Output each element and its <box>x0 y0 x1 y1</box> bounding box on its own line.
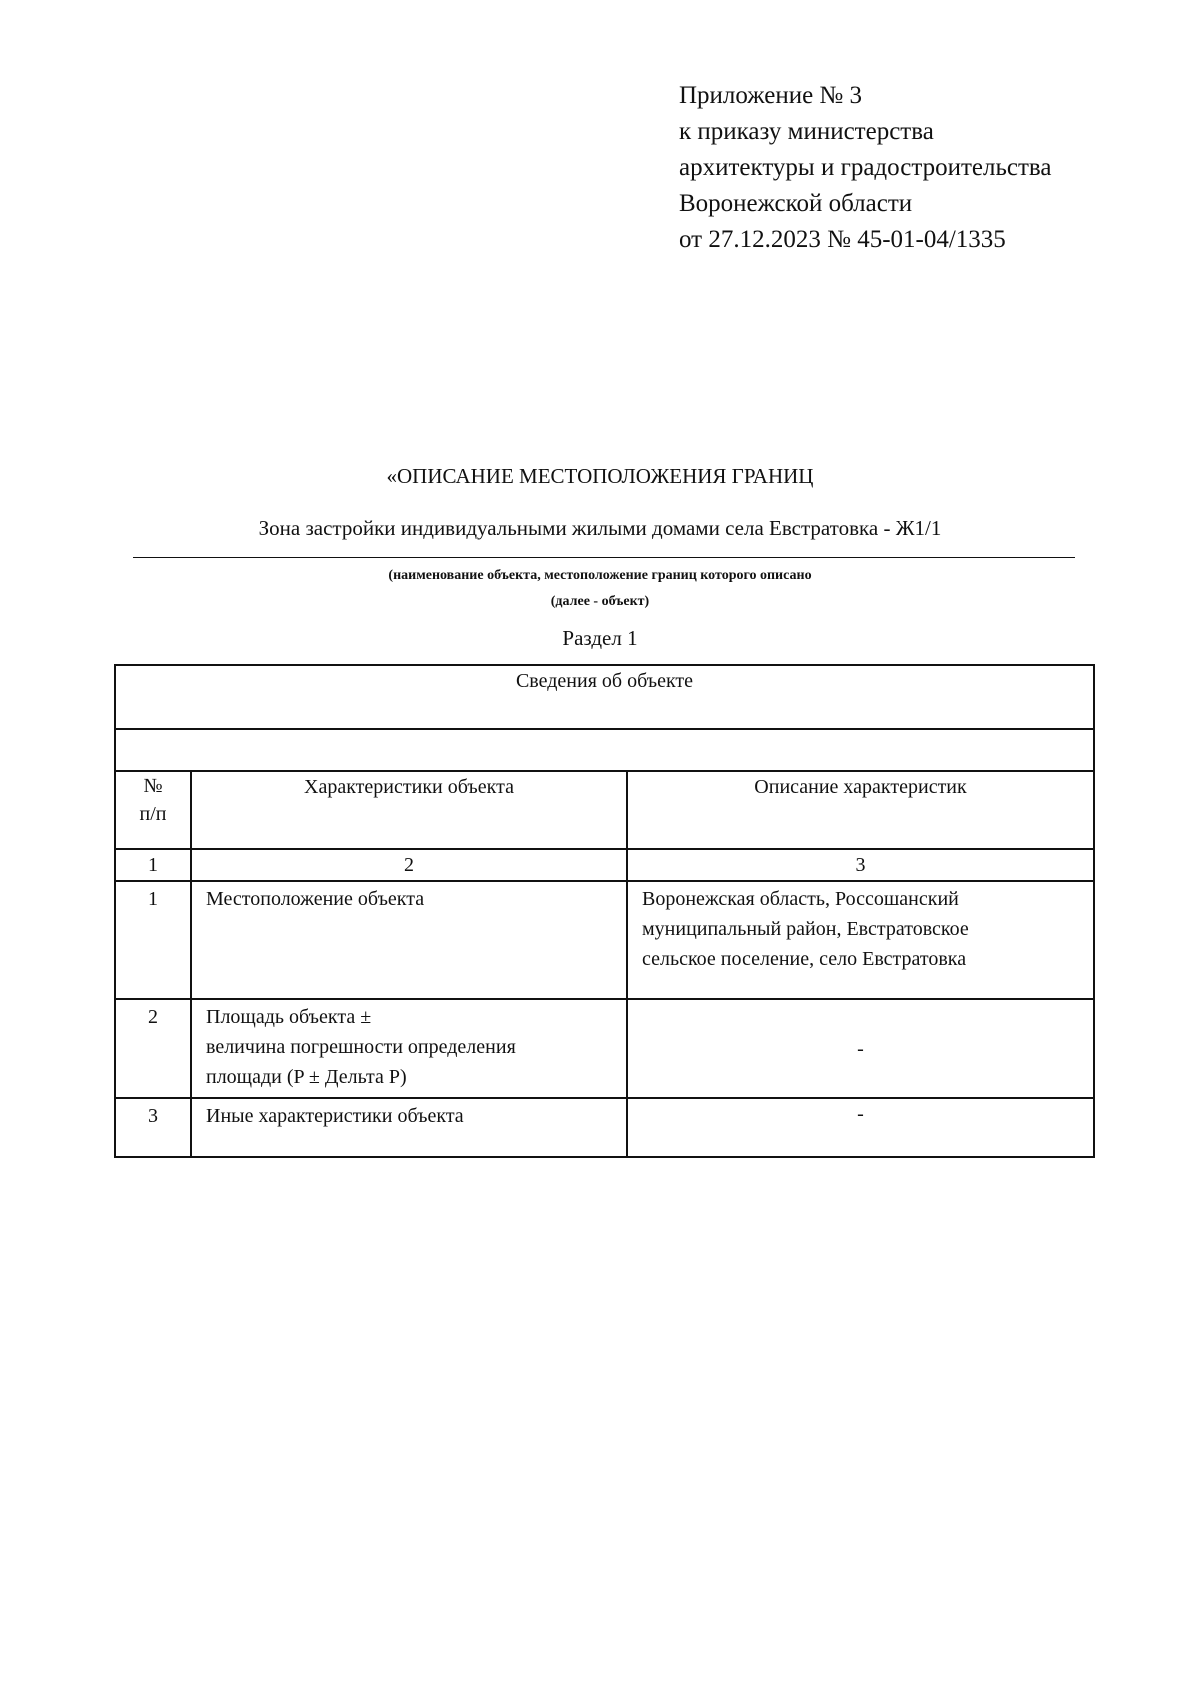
column-number: 3 <box>627 849 1094 881</box>
header-num <box>115 771 191 849</box>
characteristic-line: площади (P ± Дельта P) <box>206 1066 407 1088</box>
description-line: муниципальный район, Евстратовское <box>642 918 969 940</box>
row-characteristic <box>191 999 627 1098</box>
appendix-line: архитектуры и градостроительства <box>679 154 1052 181</box>
object-info-table <box>114 664 1095 1158</box>
section-label: Раздел 1 <box>562 626 638 650</box>
row-characteristic: Местоположение объекта <box>191 881 627 999</box>
table-header-row <box>115 771 1094 849</box>
document-title: «ОПИСАНИЕ МЕСТОПОЛОЖЕНИЯ ГРАНИЦ <box>386 464 814 488</box>
appendix-line: от 27.12.2023 № 45-01-04/1335 <box>679 226 1006 253</box>
note-line: (наименование объекта, местоположение границ которого описано <box>388 568 812 583</box>
appendix-line: Приложение № 3 <box>679 82 863 109</box>
row-number: 2 <box>115 999 191 1098</box>
row-number: 3 <box>115 1098 191 1157</box>
characteristic-line: величина погрешности определения <box>206 1036 516 1058</box>
column-number-row <box>115 849 1094 881</box>
column-number: 2 <box>191 849 627 881</box>
row-description: - <box>627 1098 1094 1157</box>
header-num-line: № <box>143 775 163 797</box>
empty-cell <box>115 729 1094 771</box>
description-line: сельское поселение, село Евстратовка <box>642 948 967 970</box>
table-empty-row <box>115 729 1094 771</box>
table-row <box>115 999 1094 1098</box>
row-number: 1 <box>115 881 191 999</box>
row-description: - <box>627 999 1094 1098</box>
header-desc: Описание характеристик <box>627 771 1094 849</box>
object-name: Зона застройки индивидуальными жилыми домами села Евстратовка - Ж1/1 <box>258 516 942 540</box>
note-line: (далее - объект) <box>550 594 650 609</box>
appendix-line: Воронежской области <box>679 190 913 217</box>
description-line: Воронежская область, Россошанский <box>642 888 959 910</box>
row-characteristic: Иные характеристики объекта <box>191 1098 627 1157</box>
header-name: Характеристики объекта <box>191 771 627 849</box>
table-caption-row <box>115 665 1094 729</box>
table-row <box>115 881 1094 999</box>
underline-divider <box>133 557 1075 558</box>
table-row <box>115 1098 1094 1157</box>
appendix-line: к приказу министерства <box>679 118 934 145</box>
column-number: 1 <box>115 849 191 881</box>
table-caption: Сведения об объекте <box>115 665 1094 729</box>
characteristic-line: Площадь объекта ± <box>206 1006 372 1028</box>
row-description <box>627 881 1094 999</box>
object-name-note <box>0 563 1200 615</box>
appendix-block <box>679 78 1051 258</box>
header-num-line: п/п <box>139 803 167 825</box>
